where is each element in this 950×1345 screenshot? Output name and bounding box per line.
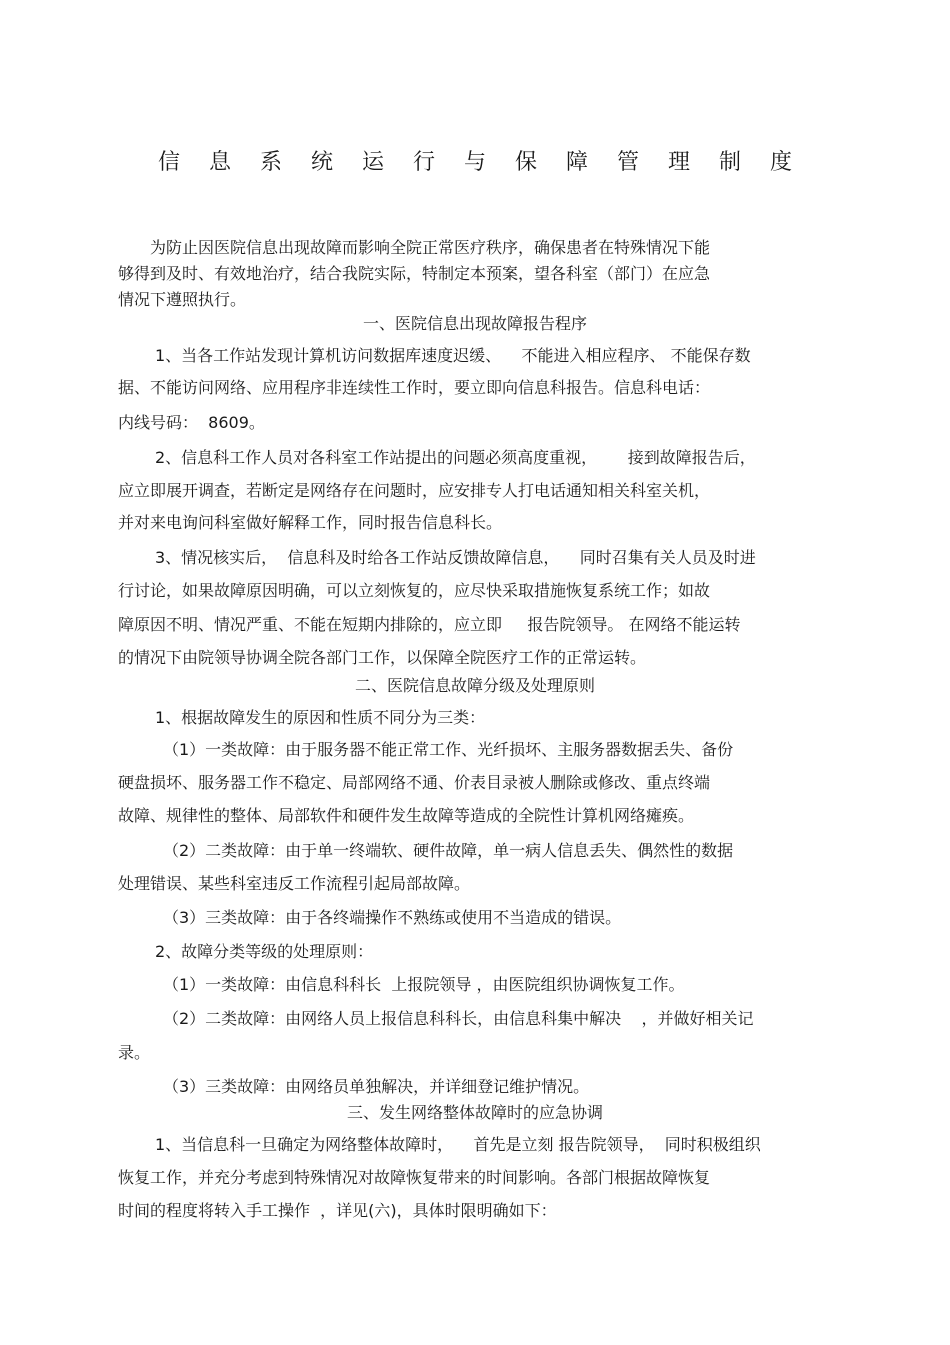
paragraph-line: 障原因不明、情况严重、不能在短期内排除的，应立即 报告院领导。 在网络不能运转 [118, 615, 741, 634]
paragraph-line: 应立即展开调查，若断定是网络存在问题时，应安排专人打电话通知相关科室关机， [118, 481, 711, 500]
paragraph-line: 3、情况核实后， 信息科及时给各工作站反馈故障信息， 同时召集有关人员及时进 [155, 548, 756, 567]
section-heading-1: 一、医院信息出现故障报告程序 [362, 314, 587, 333]
paragraph-line: 硬盘损坏、服务器工作不稳定、局部网络不通、价表目录被人删除或修改、重点终端 [118, 773, 711, 792]
paragraph-line: 2、信息科工作人员对各科室工作站提出的问题必须高度重视， 接到故障报告后， [155, 448, 756, 467]
paragraph-line: 录。 [118, 1043, 151, 1062]
paragraph-line: 的情况下由院领导协调全院各部门工作，以保障全院医疗工作的正常运转。 [118, 648, 647, 667]
paragraph-line: 内线号码： 8609。 [118, 413, 265, 432]
paragraph-line: 恢复工作，并充分考虑到特殊情况对故障恢复带来的时间影响。各部门根据故障恢复 [118, 1168, 711, 1187]
paragraph-line: （2）二类故障：由网络人员上报信息科科长，由信息科集中解决 ，并做好相关记 [163, 1009, 754, 1028]
paragraph-line: 并对来电询问科室做好解释工作，同时报告信息科长。 [118, 513, 503, 532]
paragraph-line: 1、当各工作站发现计算机访问数据库速度迟缓、 不能进入相应程序、 不能保存数 [155, 346, 751, 365]
paragraph-line: （1）一类故障：由于服务器不能正常工作、光纤损坏、主服务器数据丢失、备份 [163, 740, 734, 759]
paragraph-line: 据、不能访问网络、应用程序非连续性工作时，要立即向信息科报告。信息科电话： [118, 378, 711, 397]
paragraph-line: 1、根据故障发生的原因和性质不同分为三类： [155, 708, 486, 727]
intro-line-1: 为防止因医院信息出现故障而影响全院正常医疗秩序，确保患者在特殊情况下能 [150, 238, 711, 257]
paragraph-line: 故障、规律性的整体、局部软件和硬件发生故障等造成的全院性计算机网络瘫痪。 [118, 806, 695, 825]
paragraph-line: （2）二类故障：由于单一终端软、硬件故障，单一病人信息丢失、偶然性的数据 [163, 841, 734, 860]
paragraph-line: 处理错误、某些科室违反工作流程引起局部故障。 [118, 874, 471, 893]
section-heading-2: 二、医院信息故障分级及处理原则 [354, 676, 595, 695]
paragraph-line: 时间的程度将转入手工操作 ，详见(六)，具体时限明确如下： [118, 1201, 557, 1220]
intro-line-2: 够得到及时、有效地治疗，结合我院实际，特制定本预案，望各科室（部门）在应急 [118, 264, 711, 283]
paragraph-line: 1、当信息科一旦确定为网络整体故障时， 首先是立刻 报告院领导， 同时积极组织 [155, 1135, 761, 1154]
paragraph-line: 行讨论，如果故障原因明确，可以立刻恢复的，应尽快采取措施恢复系统工作；如故 [118, 581, 711, 600]
paragraph-line: （3）三类故障：由网络员单独解决，并详细登记维护情况。 [163, 1077, 590, 1096]
section-heading-3: 三、发生网络整体故障时的应急协调 [346, 1103, 603, 1122]
page-title: 信息系统运行与保障管理制度 [157, 150, 821, 175]
paragraph-line: （3）三类故障：由于各终端操作不熟练或使用不当造成的错误。 [163, 908, 622, 927]
intro-line-3: 情况下遵照执行。 [118, 290, 247, 309]
paragraph-line: （1）一类故障：由信息科科长 上报院领导 ，由医院组织协调恢复工作。 [163, 975, 685, 994]
paragraph-line: 2、故障分类等级的处理原则： [155, 942, 374, 961]
